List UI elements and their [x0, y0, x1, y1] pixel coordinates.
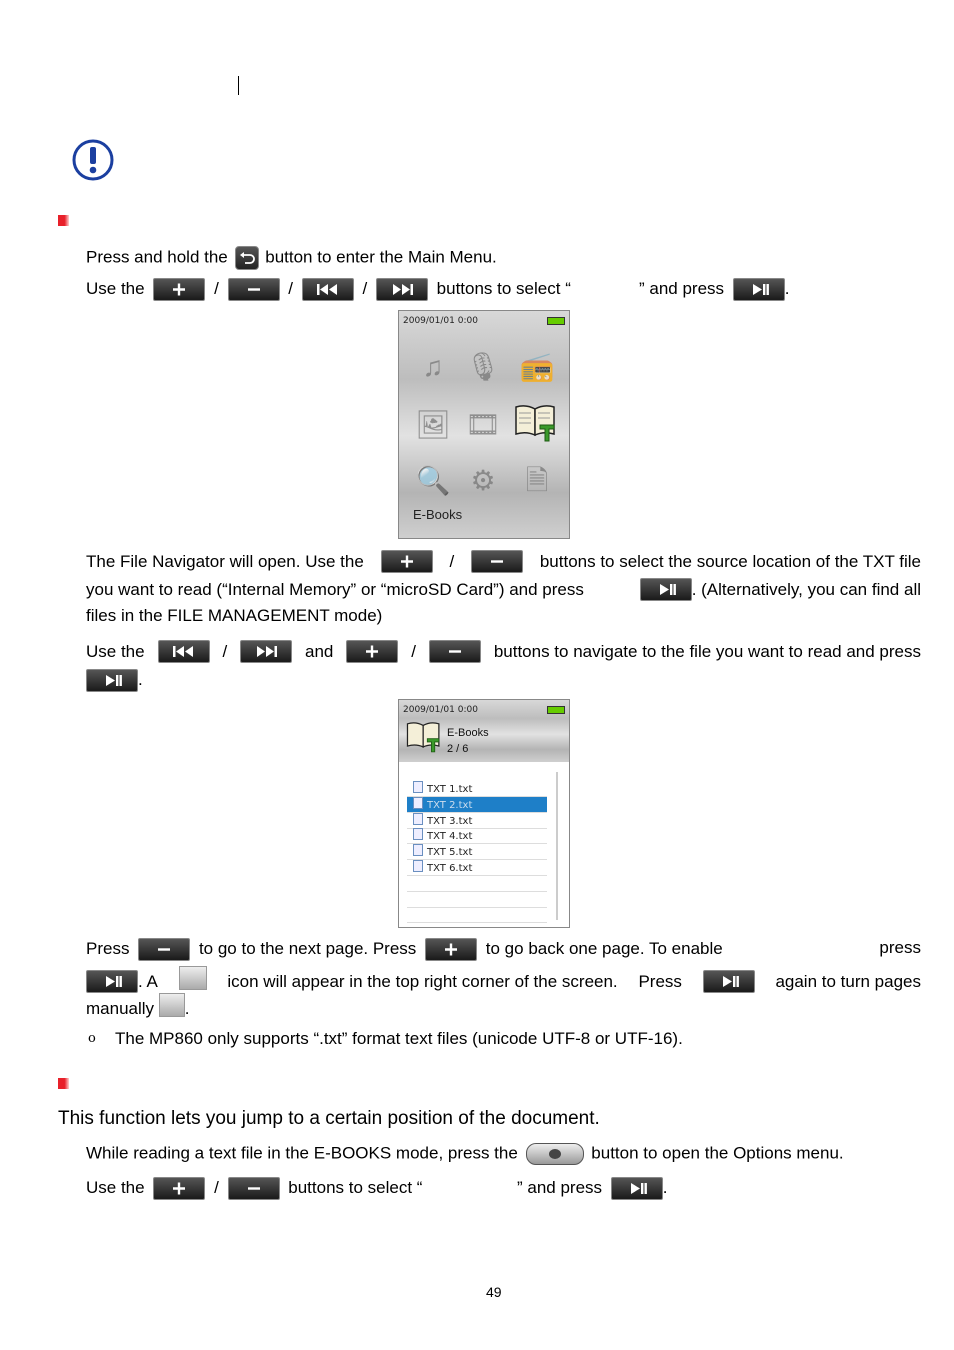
navigate-line-1: Use the / and / buttons to navigate to the file you want to read and press	[86, 640, 921, 663]
file-list-item[interactable]	[407, 813, 547, 829]
main-menu-step: Press and hold the button to enter the Main Menu.	[86, 246, 497, 270]
file-name: TXT 4.txt	[427, 831, 473, 843]
minus-button-icon	[228, 278, 280, 301]
list-scrollbar[interactable]	[556, 772, 558, 920]
file-list-count: 2 / 6	[447, 743, 469, 755]
navigate-line-2: .	[86, 669, 143, 692]
goto-intro: This function lets you jump to a certain position of the document.	[58, 1108, 600, 1129]
microphone-icon: 🎙	[465, 351, 501, 382]
play-pause-button-icon	[611, 1177, 663, 1200]
photo-icon: 🖼	[415, 409, 451, 440]
file-name: TXT 3.txt	[427, 815, 473, 827]
file-list-item[interactable]	[407, 781, 547, 797]
section-bullet	[58, 215, 69, 226]
text-file-icon	[413, 828, 423, 840]
radio-icon: 📻	[519, 351, 555, 382]
video-icon: 🎞	[465, 409, 501, 440]
next-button-icon	[376, 278, 428, 301]
empty-list-row	[407, 892, 547, 908]
plus-button-icon	[153, 278, 205, 301]
settings-icon: ⚙	[470, 465, 496, 496]
header-divider	[238, 76, 239, 95]
text-file-icon	[413, 860, 423, 872]
previous-button-icon	[158, 640, 210, 663]
note-marker: o	[88, 1031, 96, 1046]
text-file-icon	[413, 844, 423, 856]
file-name: TXT 6.txt	[427, 863, 473, 874]
file-list-item[interactable]	[407, 828, 547, 844]
select-ebooks-step-end: ” and press .	[639, 278, 790, 301]
file-list-title: E-Books	[447, 727, 489, 739]
file-list-item[interactable]	[407, 797, 547, 813]
paging-line-3: manually .	[86, 999, 190, 1019]
minus-button-icon	[471, 550, 523, 573]
page-number: 49	[486, 1284, 502, 1300]
minus-button-icon	[228, 1177, 280, 1200]
goto-select-step: Use the / buttons to select “	[86, 1177, 422, 1200]
battery-icon	[547, 706, 565, 714]
file-name: TXT 2.txt	[427, 799, 473, 811]
search-icon: 🔍	[415, 465, 451, 496]
minus-button-icon	[429, 640, 481, 663]
minus-button-icon	[138, 938, 190, 961]
section-bullet	[58, 1078, 69, 1089]
screen-datetime: 2009/01/01 0:00	[403, 705, 478, 715]
empty-list-row	[407, 876, 547, 892]
file-name: TXT 5.txt	[427, 847, 473, 859]
empty-list-row	[407, 907, 547, 923]
file-list-item[interactable]	[407, 860, 547, 876]
screen-datetime: 2009/01/01 0:00	[403, 316, 478, 326]
select-ebooks-step: Use the / / / buttons to select “	[86, 278, 571, 301]
play-pause-button-icon	[640, 578, 692, 601]
play-pause-button-icon	[733, 278, 785, 301]
play-pause-button-icon	[86, 669, 138, 692]
empty-list-row	[407, 923, 547, 928]
option-button-icon	[526, 1143, 584, 1165]
back-button-icon	[235, 246, 259, 270]
play-pause-button-icon	[86, 970, 138, 993]
text-file-icon	[413, 813, 423, 825]
previous-button-icon	[302, 278, 354, 301]
format-note: The MP860 only supports “.txt” format text files (unicode UTF-8 or UTF-16).	[115, 1029, 683, 1048]
battery-icon	[547, 317, 565, 325]
plus-button-icon	[346, 640, 398, 663]
navigator-line-2: you want to read (“Internal Memory” or “microSD Card”) and press . (Alternatively, you can find all	[86, 578, 921, 601]
goto-select-step-end: ” and press .	[517, 1177, 668, 1200]
next-button-icon	[240, 640, 292, 663]
text-file-icon	[413, 781, 423, 793]
file-music-icon: 🗎	[525, 465, 549, 496]
plus-button-icon	[153, 1177, 205, 1200]
file-list-screenshot	[398, 699, 570, 928]
navigator-line-1: The File Navigator will open. Use the / buttons to select the source location of the TXT file	[86, 550, 921, 573]
file-list-item[interactable]	[407, 844, 547, 860]
navigator-line-3: files in the FILE MANAGEMENT mode)	[86, 606, 383, 625]
ebook-icon	[513, 403, 559, 443]
important-icon	[72, 139, 114, 181]
file-list-header	[399, 700, 569, 762]
paging-line-1: Press to go to the next page. Press to go back one page. To enable press	[86, 938, 921, 961]
main-menu-screenshot	[398, 310, 570, 539]
manual-page-icon	[159, 993, 185, 1017]
file-name: TXT 1.txt	[427, 784, 473, 795]
plus-button-icon	[381, 550, 433, 573]
paging-line-2: . A icon will appear in the top right corner of the screen. Press again to turn pages	[86, 970, 921, 993]
music-icon: ♫	[422, 351, 444, 382]
screen-menu-label: E-Books	[413, 507, 463, 522]
auto-page-icon	[179, 966, 207, 990]
text-file-icon	[413, 797, 423, 809]
options-step: While reading a text file in the E-BOOKS mode, press the button to open the Options menu.	[86, 1143, 844, 1165]
play-pause-button-icon	[703, 970, 755, 993]
plus-button-icon	[425, 938, 477, 961]
ebook-icon	[405, 720, 443, 754]
